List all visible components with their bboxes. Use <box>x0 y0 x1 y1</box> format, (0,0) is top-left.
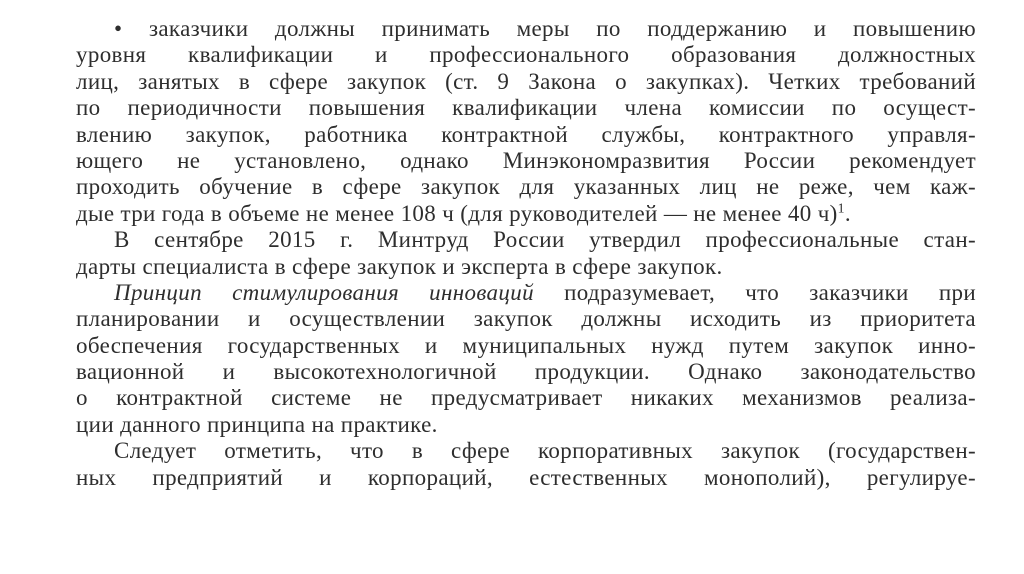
text-line: планировании и осуществлении закупок должны исходить из приоритета <box>76 306 976 332</box>
text-line: по периодичности повышения квалификации члена комиссии по осущест- <box>76 95 976 121</box>
text-line: о контрактной системе не предусматривает никаких механизмов реализа- <box>76 385 976 411</box>
text-line: ции данного принципа на практике. <box>76 411 438 437</box>
paragraph-corporate-procurement <box>76 438 976 491</box>
text-line: обеспечения государственных и муниципальных нужд путем закупок инно- <box>76 332 976 358</box>
text-line: • заказчики должны принимать меры по поддержанию и повышению <box>114 16 976 41</box>
text-line: вационной и высокотехнологичной продукции. Однако законодательство <box>76 359 976 385</box>
text-line: проходить обучение в сфере закупок для указанных лиц не реже, чем каж- <box>76 174 976 200</box>
text-line: В сентябре 2015 г. Минтруд России утвердил профессиональные стан- <box>114 227 976 253</box>
paragraph-innovation-principle <box>76 280 976 438</box>
text-line: ных предприятий и корпораций, естественных монополий), регулируе- <box>76 464 976 490</box>
text-line-content: дые три года в объеме не менее 108 ч (для руководителей — не менее 40 ч) <box>76 200 838 226</box>
text-line: уровня квалификации и профессионального образования должностных <box>76 42 976 68</box>
document-text <box>76 16 976 491</box>
paragraph-bullet-qualification <box>76 16 976 227</box>
paragraph-mintrud-standards <box>76 227 976 280</box>
text-line: Следует отметить, что в сфере корпоративных закупок (государствен- <box>114 438 976 464</box>
text-line-rest: подразумевает, что заказчики при <box>533 279 976 305</box>
text-line: ющего не установлено, однако Минэкономразвития России рекомендует <box>76 147 976 173</box>
text-line: дые три года в объеме не менее 108 ч (для руководителей — не менее 40 ч)$^1$. <box>76 200 852 226</box>
text-line <box>76 280 976 306</box>
text-line: влению закупок, работника контрактной службы, контрактного управля- <box>76 121 976 147</box>
text-line: лиц, занятых в сфере закупок (ст. 9 Закона о закупках). Четких требований <box>76 68 976 94</box>
italic-term: Принцип стимулирования инноваций <box>114 279 534 305</box>
text-line: дарты специалиста в сфере закупок и эксперта в сфере закупок. <box>76 253 723 279</box>
footnote-marker: 1 <box>837 200 845 216</box>
